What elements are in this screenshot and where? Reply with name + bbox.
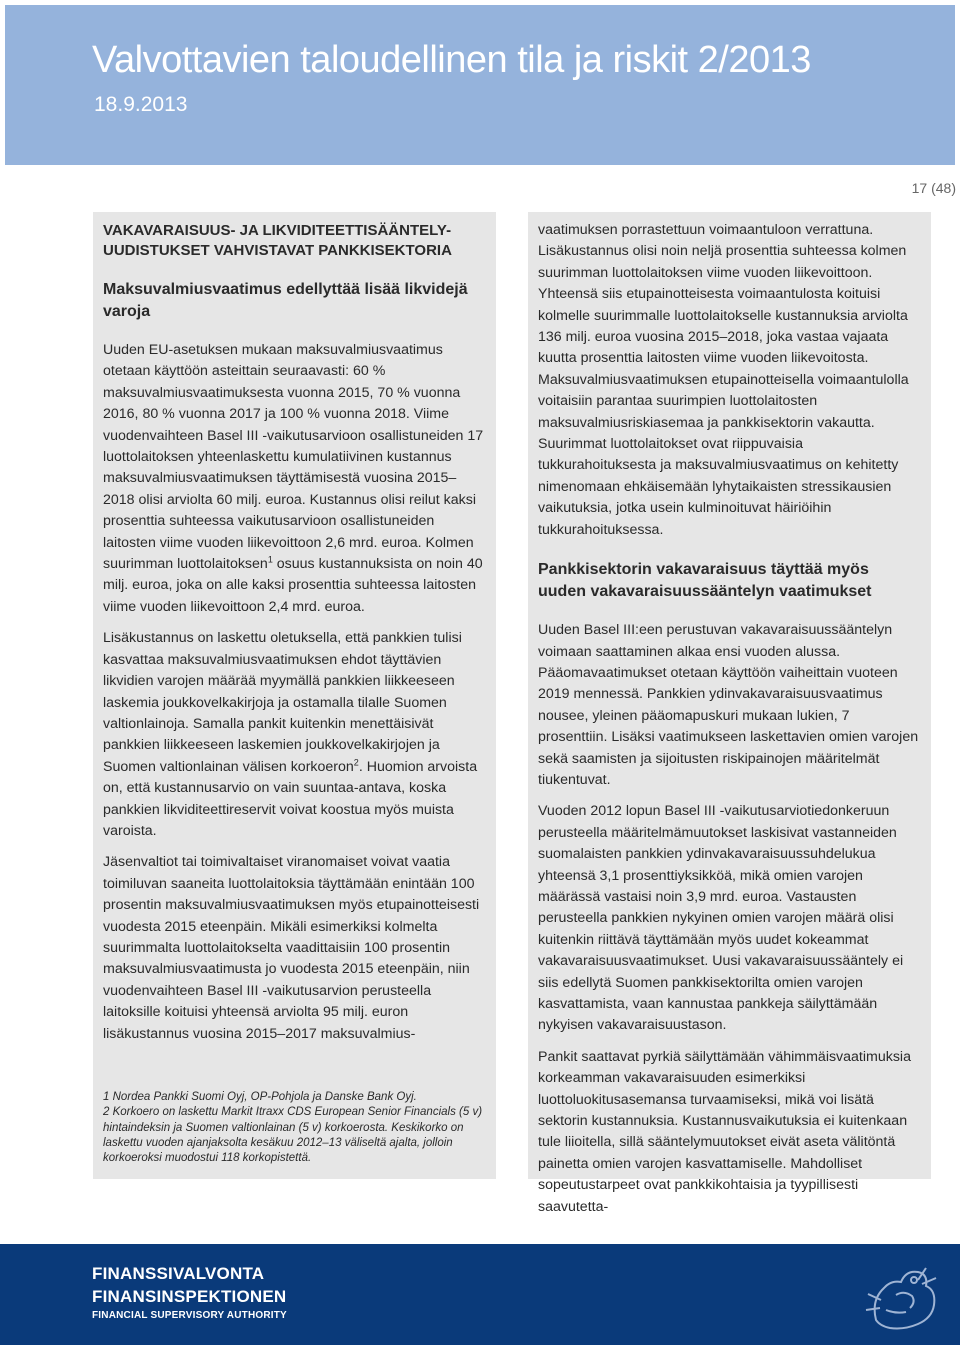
footnote-ref-1: 1 bbox=[267, 554, 273, 565]
footnote-ref-2: 2 bbox=[353, 756, 359, 767]
footer-logo-line2: FINANSINSPEKTIONEN bbox=[92, 1287, 287, 1306]
paragraph: Jäsenvaltiot tai toimivaltaiset viranomaiset voivat vaatia toimiluvan saaneita luottolaitoksia täyttämään enintään 100 prosentin maksuvalmiusvaatimuksen myös etupainotteisesti vuodesta 2015 eteenpäin. Mikäli esimerkiksi kolmelta suurimmalta luottolaitokselta vaadittaisiin 100 prosentin maksuvalmiusvaatimusta jo vuodesta 2015 eteenpäin, niin vuodenvaihteen Basel III -vaikutusarvion perusteella laitoksille koituisi yhteensä arviolta 95 milj. euron lisäkustannus vuosina 2015–2017 maksuvalmius- bbox=[103, 854, 480, 1042]
paragraph-text: Uuden EU-asetuksen mukaan maksuvalmiusvaatimus otetaan käyttöön asteittain seuraavasti: 60 % maksuvalmiusvaatimuksesta vuonna 2015, 70 % vuonna 2016, 80 % vuonna 2017 ja 100 % vuonna 2018. Viime vuodenvaihteen Basel III -vaikutusarvioon osallistuneiden 17 luottolaitoksen yhteenlaskettu kumulatiivinen kustannus maksuvalmiusvaatimuksen täyttämisestä vuosina 2015–2018 olisi arviolta 60 milj. euroa. Kustannus olisi reilut kaksi prosenttia suhteessa vaikutusarvioon osallistuneiden laitosten viime vuoden liikevoittoon 2,6 mrd. euroa. Kolmen suurimman luottolaitoksen bbox=[103, 342, 484, 573]
page-title: Valvottavien taloudellinen tila ja riskit 2/2013 bbox=[92, 39, 811, 81]
paragraph-text: osuus kustannuksista on noin 40 milj. euroa, joka on alle kaksi prosenttia suhteessa laitosten viime vuoden liikevoittoon 2,4 mrd. euroa. bbox=[103, 556, 483, 615]
paragraph: Vuoden 2012 lopun Basel III -vaikutusarviotiedonkeruun perusteella määritelmämuutokset laskisivat vastanneiden suomalaisten pankkien ydinvakavaraisuussuhdelukua yhteensä 3,1 prosenttiyksikköä, mikä omien varojen määrässä vastaisi noin 3,9 mrd. euroa. Vastausten perusteella pankkien nykyinen omien varojen määrä olisi kuitenkin riittävä täyttämään myös uudet kokeammat vakavaraisuusvaatimukset. Uusi vakavaraisuussääntely ei siis edellytä Suomen pankkisektorilta omien varojen kasvattamista, vaan kannustaa pankkeja säilyttämään nykyisen vakavaraisuustason. bbox=[538, 803, 904, 1034]
paragraph bbox=[103, 340, 486, 618]
paragraph bbox=[103, 628, 486, 842]
subheading-liquidity: Maksuvalmiusvaatimus edellyttää lisää likvidejä varoja bbox=[103, 281, 468, 320]
left-column bbox=[93, 212, 496, 1179]
footer-banner bbox=[0, 1244, 960, 1345]
footnotes bbox=[103, 1090, 488, 1166]
footnote-1: 1 Nordea Pankki Suomi Oyj, OP-Pohjola ja Danske Bank Oyj. bbox=[103, 1091, 417, 1103]
paragraph: Uuden Basel III:een perustuvan vakavaraisuussääntelyn voimaan saattaminen alkaa ensi vuoden alussa. Pääomavaatimukset otetaan käyttöön vaiheittain vuoteen 2019 mennessä. Pankkien ydinvakavaraisuusvaatimus nousee, yleinen pääomapuskuri mukaan lukien, 7 prosenttiin. Lisäksi vaatimukseen laskettavien omien varojen sekä saamisten ja sijoitusten riskipainojen määritelmät tiukentuvat. bbox=[538, 622, 919, 788]
right-column bbox=[528, 212, 931, 1215]
paragraph: Pankit saattavat pyrkiä säilyttämään vähimmäisvaatimuksia korkeamman vakavaraisuuden esimerkiksi luottoluokitusasemansa turvaamiseksi, mikä voi lisätä sektorin kustannuksia. Kustannusvaikutuksia ei kuitenkaan tule liioitella, sillä sääntelymuutokset eivät aseta välitöntä painetta omien varojen kasvattamiselle. Mahdolliset sopeutustarpeet ovat pankkikohtaisia ja tyypillisesti saavutetta- bbox=[538, 1048, 911, 1215]
report-date: 18.9.2013 bbox=[94, 93, 188, 116]
paragraph: vaatimuksen porrastettuun voimaantuloon verrattuna. Lisäkustannus olisi noin neljä prosenttia suhteessa kolmen suurimman luottolaitoksen viime vuoden liikevoittoon. Yhteensä siis etupainotteisesta voimaantulosta koituisi kolmelle suurimmalle luottolaitokselle kustannuksia arviolta 136 milj. euroa vuosina 2015–2018, joka vastaa vajaata kuutta prosenttia laitosten viime vuoden liikevoitosta. Maksuvalmiusvaatimuksen etupainotteisella voimaantulolla voitaisiin parantaa suurimpien luottolaitosten maksuvalmiusriskiasemaa ja pankkisektorin vakautta. Suurimmat luottolaitokset ovat riippuvaisia tukkurahoituksesta ja maksuvalmiusvaatimus on kehitetty nimenomaan ehkäisemään lyhytaikaisten stressikausien vaikutuksia, jotka usein kulminoituvat häiriöihin tukkurahoituksessa. bbox=[538, 222, 909, 538]
footer-logo-line1: FINANSSIVALVONTA bbox=[92, 1264, 265, 1283]
section-heading-line1: VAKAVARAISUUS- JA LIKVIDITEETTISÄÄNTELY- bbox=[103, 222, 452, 239]
lion-emblem-icon bbox=[856, 1250, 952, 1340]
section-heading bbox=[103, 221, 486, 261]
paragraph-text: Lisäkustannus on laskettu oletuksella, että pankkien tulisi kasvattaa maksuvalmiusvaatimuksen ehdot täyttävien likvidien varojen määrää myymällä pankkien liikkeeseen laskemia joukkovelkakirjoja ja ostamalla tilalle Suomen valtionlainoja. Samalla pankit kuitenkin menettäisivät pankkien liikkeeseen laskemien joukkovelkakirjojen ja Suomen valtionlainan välisen korkoeron bbox=[103, 630, 462, 775]
section-heading-line2: UUDISTUKSET VAHVISTAVAT PANKKISEKTORIA bbox=[103, 242, 452, 259]
subheading-capital: Pankkisektorin vakavaraisuus täyttää myös uuden vakavaraisuussääntelyn vaatimukset bbox=[538, 561, 872, 600]
paragraph-text: . Huomion arvoista on, että kustannusarvio on vain suuntaa-antava, koska pankkien likviditeettireservit voivat koostua myös muista varoista. bbox=[103, 758, 478, 839]
footer-logo-line3: FINANCIAL SUPERVISORY AUTHORITY bbox=[92, 1310, 287, 1321]
page-number: 17 (48) bbox=[911, 180, 956, 196]
footnote-2: 2 Korkoero on laskettu Markit Itraxx CDS European Senior Financials (5 v) hintaindeksin ja Suomen valtionlainan (5 v) korkoerosta. Keskikorko on laskettu vuoden ajanjaksolta kesäkuu 2012–13 väliseltä ajalta, jolloin korkoeroksi muodostui 118 korkopistettä. bbox=[103, 1106, 483, 1165]
header-banner bbox=[5, 5, 955, 165]
